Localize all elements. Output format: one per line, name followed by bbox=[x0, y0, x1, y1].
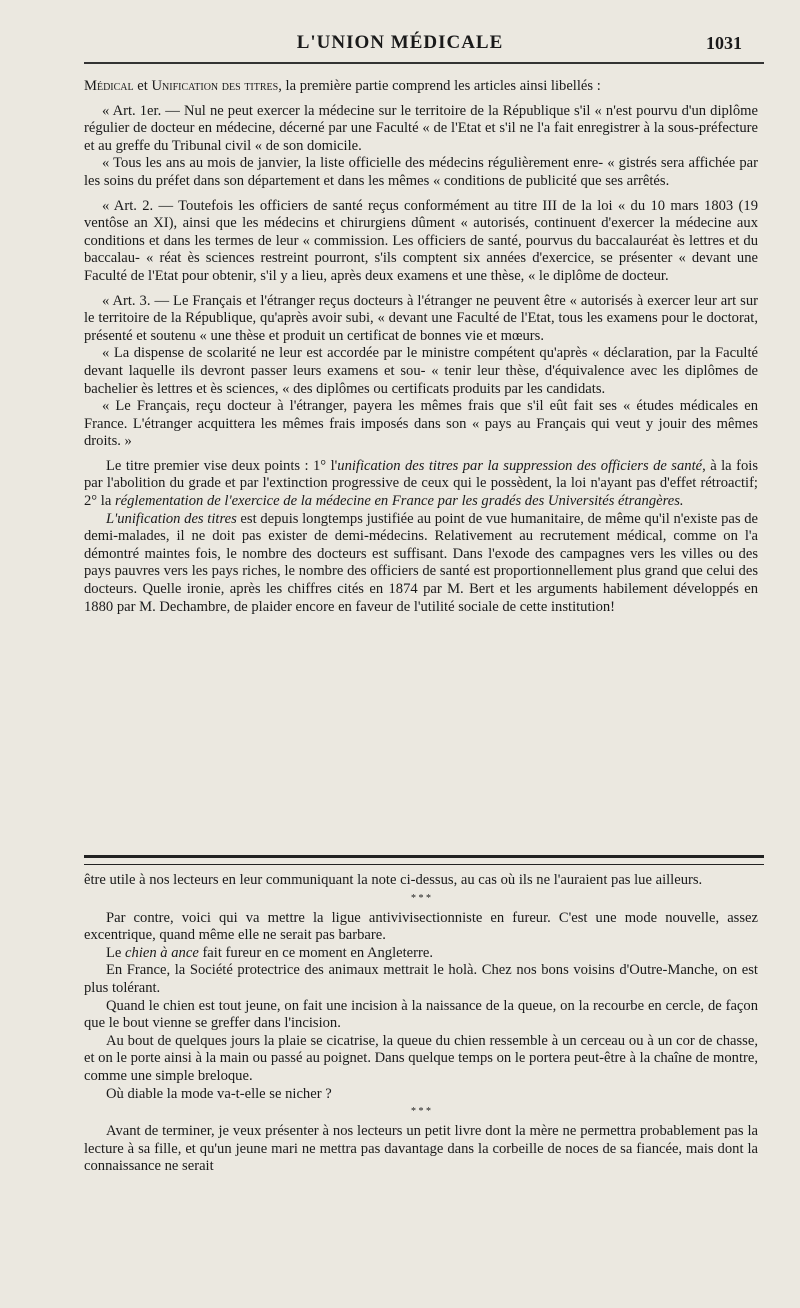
titre-text-a: Le titre premier vise deux points : 1° l' bbox=[106, 457, 338, 474]
stars-separator-1: * * * bbox=[411, 892, 431, 904]
article-3: « Art. 3. — Le Français et l'étranger reçus docteurs à l'étranger ne peuvent être « autorisés à exercer leur art sur le territoire de la République, qu'après avoir subi, « devant une Faculté de l'Etat, tous les examens pour le doctorat, présenté et soutenu « une thèse et produit un certificat de bonnes vie et mœurs. bbox=[84, 292, 758, 344]
unification-text: est depuis longtemps justifiée au point de vue humanitaire, de même qu'il n'existe pas de demi-malades, il ne doit pas exister de demi-médecins. Relativement au recrutement médical, comme on l'a démontré maintes fois, le nombre des docteurs est suffisant. Dans l'exode des campagnes vers les villes ou des pays pauvres vers les pays riches, le nombre des officiers de santé est proportionnellement plus grand que celui des docteurs. Quelle ironie, après les chiffres cités en 1874 par M. Bert et les arguments habilement développés en 1880 par M. Dechambre, de plaider encore en faveur de l'utilité sociale de cette institution! bbox=[84, 510, 758, 615]
chien-intro: Par contre, voici qui va mettre la ligue antivivisectionniste en fureur. C'est une mode nouvelle, assez excentrique, quand même elle ne serait pas barbare. bbox=[84, 909, 758, 944]
chien-mode-b: fait fureur en ce moment en Angleterre. bbox=[198, 944, 434, 961]
stars-separator-2: * * * bbox=[411, 1106, 431, 1118]
section-separator bbox=[84, 855, 764, 865]
intro-rest: , la première partie comprend les articles ainsi libellés : bbox=[278, 78, 601, 94]
article-3-dispense: « La dispense de scolarité ne leur est accordée par le ministre compétent qu'après « déclaration, par la Faculté devant laquelle ils devront passer leurs examens et sou- « tenir leur thèse, d'équivalence avec les diplômes de bachelier ès lettres et ès sciences, « des diplômes ou certificats produits par les candidats. bbox=[84, 345, 758, 397]
france-paragraph: En France, la Société protectrice des animaux mettrait le holà. Chez nos bons voisins d'Outre-Manche, on est plus tolérant. bbox=[84, 962, 758, 996]
intro-prefix: Médical bbox=[84, 78, 134, 94]
chien-mode-a: Le bbox=[106, 944, 126, 961]
upper-column bbox=[84, 78, 758, 616]
header-rule bbox=[84, 62, 764, 64]
note-paragraph: être utile à nos lecteurs en leur communiquant la note ci-dessus, au cas où ils ne l'auraient pas lue ailleurs. bbox=[84, 872, 703, 888]
incision-paragraph: Quand le chien est tout jeune, on fait une incision à la naissance de la queue, on la recourbe en cercle, de façon que le bout vienne se greffer dans l'incision. bbox=[84, 997, 758, 1032]
intro-paragraph bbox=[84, 78, 758, 96]
article-1-list: « Tous les ans au mois de janvier, la liste officielle des médecins régulièrement enre- « gistrés sera affichée par les soins du préfet dans son département et dans les mêmes « conditions de publicité que ses arrêtés. bbox=[84, 155, 758, 189]
titre-italic-1: unification des titres par la suppression des officiers de santé bbox=[337, 457, 703, 474]
cerceau-paragraph: Au bout de quelques jours la plaie se cicatrise, la queue du chien ressemble à un cerceau ou à un cor de chasse, et on le porte ainsi à la main ou passé au poignet. Dans quelque temps on le portera peut-être à la chaîne de montre, comme une simple breloque. bbox=[84, 1032, 758, 1084]
unification-paragraph bbox=[84, 511, 758, 617]
unification-italic: L'unification des titres bbox=[106, 510, 237, 527]
article-3-frais: « Le Français, reçu docteur à l'étranger, payera les mêmes frais que s'il eût fait ses « études médicales en France. L'étranger acquittera les mêmes frais imposés dans son « pays au Français qui veut y jouir des mêmes droits. » bbox=[84, 398, 758, 450]
mode-question: Où diable la mode va-t-elle se nicher ? bbox=[106, 1085, 332, 1102]
livre-paragraph: Avant de terminer, je veux présenter à nos lecteurs un petit livre dont la mère ne permettra probablement pas la lecture à sa fille, et qu'un jeune mari ne mettra pas davantage dans la corbeille de noces de sa fiancée, mais dont la connaissance ne serait bbox=[84, 1123, 758, 1175]
lower-column bbox=[84, 872, 758, 1176]
page-number: 1031 bbox=[706, 33, 742, 53]
titre-premier-paragraph bbox=[84, 458, 758, 511]
intro-conj: et bbox=[133, 78, 152, 94]
titre-italic-2: réglementation de l'exercice de la médecine en France par les gradés des Universités étrangères. bbox=[114, 493, 684, 510]
intro-smallcaps: Unification des titres bbox=[151, 78, 279, 94]
chien-mode bbox=[84, 945, 758, 963]
chien-mode-italic: chien à ance bbox=[125, 944, 199, 961]
article-2: « Art. 2. — Toutefois les officiers de santé reçus conformément au titre III de la loi « du 10 mars 1803 (19 ventôse an XI), ainsi que les médecins et chirurgiens dûment « autorisés, continuent d'exercer la médecine aux conditions et dans les termes de leur « commission. Les officiers de santé, pourvus du baccalauréat ès lettres et du baccalau- « réat ès sciences restreint pourront, s'ils comptent six années d'exercice, se présenter « devant une Faculté de l'Etat pour obtenir, s'il y a lieu, après deux examens et une thèse, « le diplôme de docteur. bbox=[84, 197, 758, 284]
article-1: « Art. 1er. — Nul ne peut exercer la médecine sur le territoire de la République s'il « n'est pourvu d'un diplôme régulier de docteur en médecine, décerné par une Faculté « de l'Etat et s'il ne l'a fait enregistrer à la sous-préfecture et au greffe du Tribunal civil « de son domicile. bbox=[84, 102, 758, 154]
titre-text-b: , à la fois par l'abolition du grade et par l'extinction progressive de ceux qui le possèdent, la loi n'ayant pas d'effet rétroactif; 2° la bbox=[84, 457, 758, 510]
running-title: L'UNION MÉDICALE bbox=[296, 32, 504, 53]
